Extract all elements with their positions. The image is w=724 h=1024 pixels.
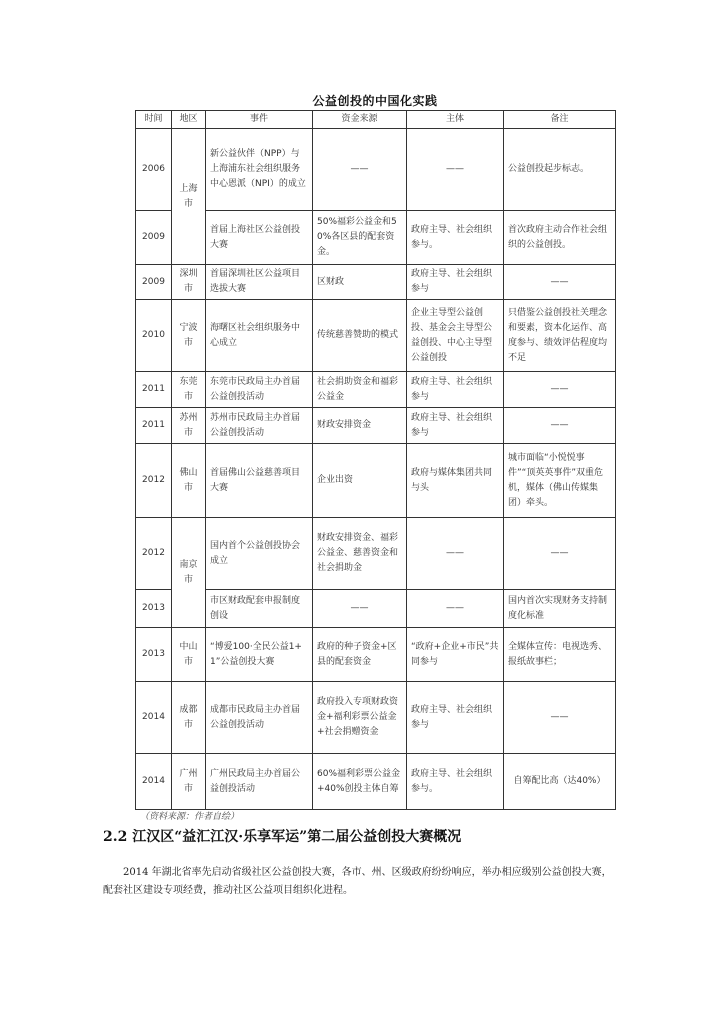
subject-cell: 政府主导、社会组织参与 (407, 408, 504, 444)
time-cell: 2010 (136, 300, 172, 372)
event-cell: 广州民政局主办首届公益创投活动 (206, 754, 313, 810)
note-cell: —— (504, 682, 616, 754)
table-row (136, 300, 616, 372)
funding-cell: 财政安排资金 (313, 408, 407, 444)
section-heading: 2.2 江汉区“益汇江汉·乐享军运”第二届公益创投大赛概况 (103, 829, 462, 845)
subject-cell: 企业主导型公益创投、基金会主导型公益创投、中心主导型公益创投 (407, 300, 504, 372)
funding-cell: 传统慈善赞助的模式 (313, 300, 407, 372)
table-row (136, 372, 616, 408)
funding-cell: 财政安排资金、福彩公益金、慈善资金和社会捐助金 (313, 518, 407, 590)
table-row (136, 211, 616, 265)
funding-cell: —— (313, 129, 407, 211)
table-row (136, 754, 616, 810)
event-cell: 首届上海社区公益创投大赛 (206, 211, 313, 265)
time-cell: 2012 (136, 444, 172, 518)
note-cell: 首次政府主动合作社会组织的公益创投。 (504, 211, 616, 265)
event-cell: “博爱100·全民公益1+1”公益创投大赛 (206, 628, 313, 682)
header-funding: 资金来源 (313, 111, 407, 129)
event-cell: 新公益伙伴（NPP）与上海浦东社会组织服务中心恩派（NPI）的成立 (206, 129, 313, 211)
time-cell: 2011 (136, 408, 172, 444)
event-cell: 市区财政配套申报制度创设 (206, 590, 313, 628)
note-cell: —— (504, 265, 616, 300)
table-row (136, 408, 616, 444)
header-region: 地区 (172, 111, 206, 129)
time-cell: 2006 (136, 129, 172, 211)
subject-cell: 政府主导、社会组织参与 (407, 372, 504, 408)
event-cell: 首届深圳社区公益项目选拔大赛 (206, 265, 313, 300)
funding-cell: 企业出资 (313, 444, 407, 518)
time-cell: 2013 (136, 628, 172, 682)
funding-cell: 50%福彩公益金和50%各区县的配套资金。 (313, 211, 407, 265)
header-event: 事件 (206, 111, 313, 129)
table-row (136, 590, 616, 628)
region-cell: 佛山市 (172, 444, 206, 518)
region-cell: 成都市 (172, 682, 206, 754)
event-cell: 海曙区社会组织服务中心成立 (206, 300, 313, 372)
subject-cell: “政府+企业+市民”共同参与 (407, 628, 504, 682)
time-cell: 2009 (136, 265, 172, 300)
event-cell: 东莞市民政局主办首届公益创投活动 (206, 372, 313, 408)
subject-cell: 政府主导、社会组织参与。 (407, 754, 504, 810)
event-cell: 国内首个公益创投协会成立 (206, 518, 313, 590)
event-cell: 成都市民政局主办首届公益创投活动 (206, 682, 313, 754)
subject-cell: 政府主导、社会组织参与 (407, 682, 504, 754)
subject-cell: 政府主导、社会组织参与 (407, 265, 504, 300)
funding-cell: 政府投入专项财政资金+福利彩票公益金+社会捐赠资金 (313, 682, 407, 754)
event-cell: 苏州市民政局主办首届公益创投活动 (206, 408, 313, 444)
funding-cell: —— (313, 590, 407, 628)
time-cell: 2012 (136, 518, 172, 590)
subject-cell: —— (407, 129, 504, 211)
funding-cell: 社会捐助资金和福彩公益金 (313, 372, 407, 408)
subject-cell: 政府主导、社会组织参与。 (407, 211, 504, 265)
region-cell: 东莞市 (172, 372, 206, 408)
table-row (136, 444, 616, 518)
note-cell: —— (504, 408, 616, 444)
table-title: 公益创投的中国化实践 (312, 94, 438, 108)
region-cell: 广州市 (172, 754, 206, 810)
table-row (136, 682, 616, 754)
body-paragraph: 2014 年湖北省率先启动省级社区公益创投大赛，各市、州、区级政府纷纷响应，举办相应级别公益创投大赛，配套社区建设专项经费，推动社区公益项目组织化进程。 (103, 867, 612, 896)
source-note: （资料来源：作者自绘） (140, 812, 240, 822)
funding-cell: 区财政 (313, 265, 407, 300)
table-row (136, 265, 616, 300)
time-cell: 2014 (136, 754, 172, 810)
region-cell: 苏州市 (172, 408, 206, 444)
practice-table (135, 110, 616, 810)
region-cell: 中山市 (172, 628, 206, 682)
funding-cell: 60%福利彩票公益金+40%创投主体自筹 (313, 754, 407, 810)
note-cell: 国内首次实现财务支持制度化标准 (504, 590, 616, 628)
subject-cell: —— (407, 518, 504, 590)
table-row (136, 129, 616, 211)
subject-cell: —— (407, 590, 504, 628)
note-cell: 公益创投起步标志。 (504, 129, 616, 211)
region-cell: 宁波市 (172, 300, 206, 372)
time-cell: 2009 (136, 211, 172, 265)
header-subject: 主体 (407, 111, 504, 129)
note-cell: 城市面临“小悦悦事件”“顶英英事件”双重危机，媒体（佛山传媒集团）牵头。 (504, 444, 616, 518)
time-cell: 2013 (136, 590, 172, 628)
region-cell: 深圳市 (172, 265, 206, 300)
header-time: 时间 (136, 111, 172, 129)
note-cell: —— (504, 372, 616, 408)
note-cell: 自筹配比高（达40%） (504, 754, 616, 810)
time-cell: 2014 (136, 682, 172, 754)
header-note: 备注 (504, 111, 616, 129)
event-cell: 首届佛山公益慈善项目大赛 (206, 444, 313, 518)
note-cell: —— (504, 518, 616, 590)
table-header-row (136, 111, 616, 129)
subject-cell: 政府与媒体集团共同与头 (407, 444, 504, 518)
time-cell: 2011 (136, 372, 172, 408)
note-cell: 只借鉴公益创投社关理念和要素，资本化运作、高度参与、绩效评估程度均不足 (504, 300, 616, 372)
note-cell: 全媒体宣传：电视选秀、报纸故事栏； (504, 628, 616, 682)
funding-cell: 政府的种子资金+区县的配套资金 (313, 628, 407, 682)
region-cell: 南京市 (172, 518, 206, 628)
table-row (136, 628, 616, 682)
table-row (136, 518, 616, 590)
region-cell: 上海市 (172, 129, 206, 265)
